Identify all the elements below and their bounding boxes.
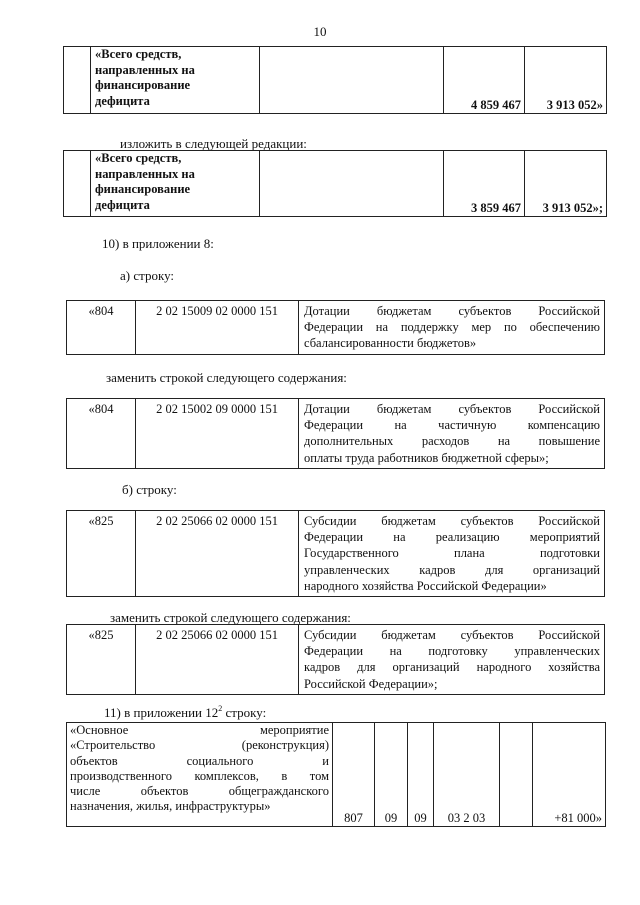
sum-cell: +81 000»: [533, 723, 606, 827]
instruction-text: изложить в следующей редакции:: [120, 136, 307, 151]
item-b-heading: б) строку:: [122, 482, 177, 497]
row-b-old-table: [66, 510, 605, 597]
empty-cell: [64, 47, 91, 114]
admin-code-cell: «825: [67, 511, 136, 597]
replace-instruction: заменить строкой следующего содержания:: [106, 370, 347, 385]
deficit-value-1: 4 859 467: [444, 47, 525, 114]
target-item-cell: 03 2 03: [434, 723, 500, 827]
row-b-new-table: [66, 624, 605, 695]
deficit-table-old: [63, 46, 607, 114]
row-a-old-table: [66, 300, 605, 355]
description-cell: Дотации бюджетам субъектов Российской Федерации на частичную компенсацию дополнительных расходов на повышение оплаты труда работников бюджетной сферы»;: [299, 399, 605, 469]
subsection-code-cell: 09: [408, 723, 434, 827]
budget-code-cell: 2 02 25066 02 0000 151: [136, 625, 299, 695]
description-cell: Субсидии бюджетам субъектов Российской Федерации на подготовку управленческих кадров для организаций народного хозяйства Российской Федерации»;: [299, 625, 605, 695]
deficit-table-new: [63, 150, 607, 217]
page-number: 10: [313, 24, 327, 39]
description-cell: Дотации бюджетам субъектов Российской Федерации на поддержку мер по обеспечению сбалансированности бюджетов»: [299, 301, 605, 355]
row-11-table: [66, 722, 606, 827]
deficit-name-cell: «Всего средств, направленных на финансирование дефицита: [91, 151, 260, 217]
grbs-code-cell: 807: [333, 723, 375, 827]
deficit-value-2: 3 913 052»;: [525, 151, 607, 217]
item-a-heading: а) строку:: [120, 268, 175, 283]
item-11-heading: 11) в приложении $12^2$ строку:: [104, 704, 267, 720]
program-name-cell: «Основное мероприятие «Строительство (реконструкция) объектов социального и производственного комплексов, в том числе объектов общегражданского назначения, жилья, инфраструктуры»: [67, 723, 333, 827]
section-code-cell: 09: [375, 723, 408, 827]
admin-code-cell: «804: [67, 399, 136, 469]
row-a-new-table: [66, 398, 605, 469]
budget-code-cell: 2 02 25066 02 0000 151: [136, 511, 299, 597]
deficit-value-2: 3 913 052»: [525, 47, 607, 114]
deficit-name-cell: «Всего средств, направленных на финансирование дефицита: [91, 47, 260, 114]
empty-cell: [260, 151, 444, 217]
replace-instruction: заменить строкой следующего содержания:: [110, 610, 351, 625]
budget-code-cell: 2 02 15002 09 0000 151: [136, 399, 299, 469]
empty-cell: [260, 47, 444, 114]
empty-cell: [64, 151, 91, 217]
description-cell: Субсидии бюджетам субъектов Российской Федерации на реализацию мероприятий Государственного плана подготовки управленческих кадров для организаций народного хозяйства Российской Федерации»: [299, 511, 605, 597]
admin-code-cell: «804: [67, 301, 136, 355]
expense-type-cell: [500, 723, 533, 827]
admin-code-cell: «825: [67, 625, 136, 695]
budget-code-cell: 2 02 15009 02 0000 151: [136, 301, 299, 355]
deficit-value-1: 3 859 467: [444, 151, 525, 217]
item-10-heading: 10) в приложении 8:: [102, 236, 214, 251]
